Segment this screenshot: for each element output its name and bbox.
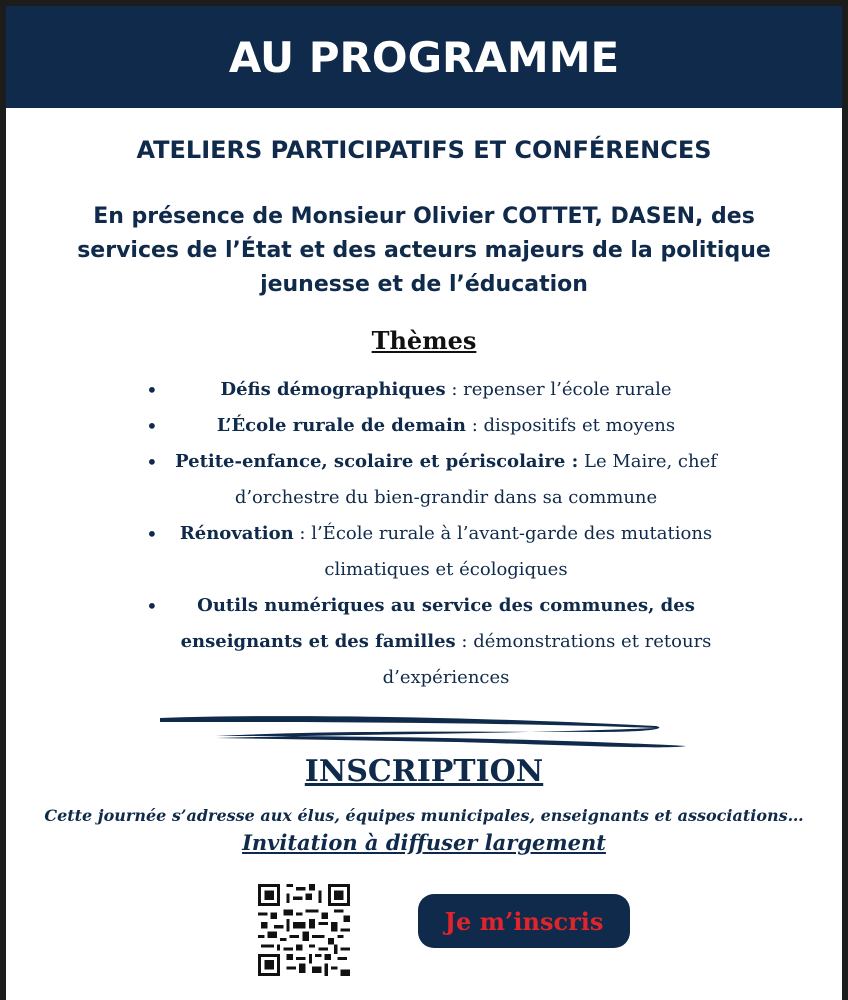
theme-description: : repenser l’école rurale	[445, 379, 672, 400]
theme-title: Rénovation	[179, 523, 294, 544]
qr-code-icon[interactable]	[258, 884, 350, 976]
presence-text: En présence de Monsieur Olivier COTTET, DASEN, des services de l’État et des acteurs majeurs de la politique jeunesse et de l’éducation	[77, 204, 771, 297]
list-item	[146, 588, 726, 696]
theme-title: L’École rurale de demain	[216, 415, 466, 436]
theme-description: : démonstrations et retours d’expériences	[382, 631, 712, 688]
list-item	[146, 372, 726, 408]
header-banner	[6, 6, 842, 108]
list-item	[146, 516, 726, 588]
list-item	[146, 408, 726, 444]
invite-text: Invitation à diffuser largement	[242, 830, 606, 855]
theme-title: Petite-enfance, scolaire et périscolaire :	[175, 451, 579, 472]
audience-text: Cette journée s’adresse aux élus, équipes municipales, enseignants et associations…	[44, 806, 804, 825]
theme-title: Défis démographiques	[220, 379, 446, 400]
themes-heading: Thèmes	[371, 326, 477, 355]
brush-stroke-divider	[156, 706, 696, 756]
register-button-label: Je m’inscris	[444, 906, 604, 936]
theme-description: Le Maire, chef d’orchestre du bien-grandir dans sa commune	[234, 451, 717, 508]
flyer-page	[6, 6, 842, 1000]
list-item	[146, 444, 726, 516]
register-button[interactable]	[418, 894, 630, 948]
page-title: AU PROGRAMME	[228, 32, 620, 82]
subtitle: ATELIERS PARTICIPATIFS ET CONFÉRENCES	[136, 136, 712, 164]
inscription-heading: INSCRIPTION	[304, 754, 544, 789]
theme-title: Outils numériques au service des communes, des enseignants et des familles	[180, 595, 695, 652]
theme-description: : l’École rurale à l’avant-garde des mutations climatiques et écologiques	[293, 523, 713, 580]
themes-list	[146, 372, 726, 696]
theme-description: : dispositifs et moyens	[465, 415, 676, 436]
